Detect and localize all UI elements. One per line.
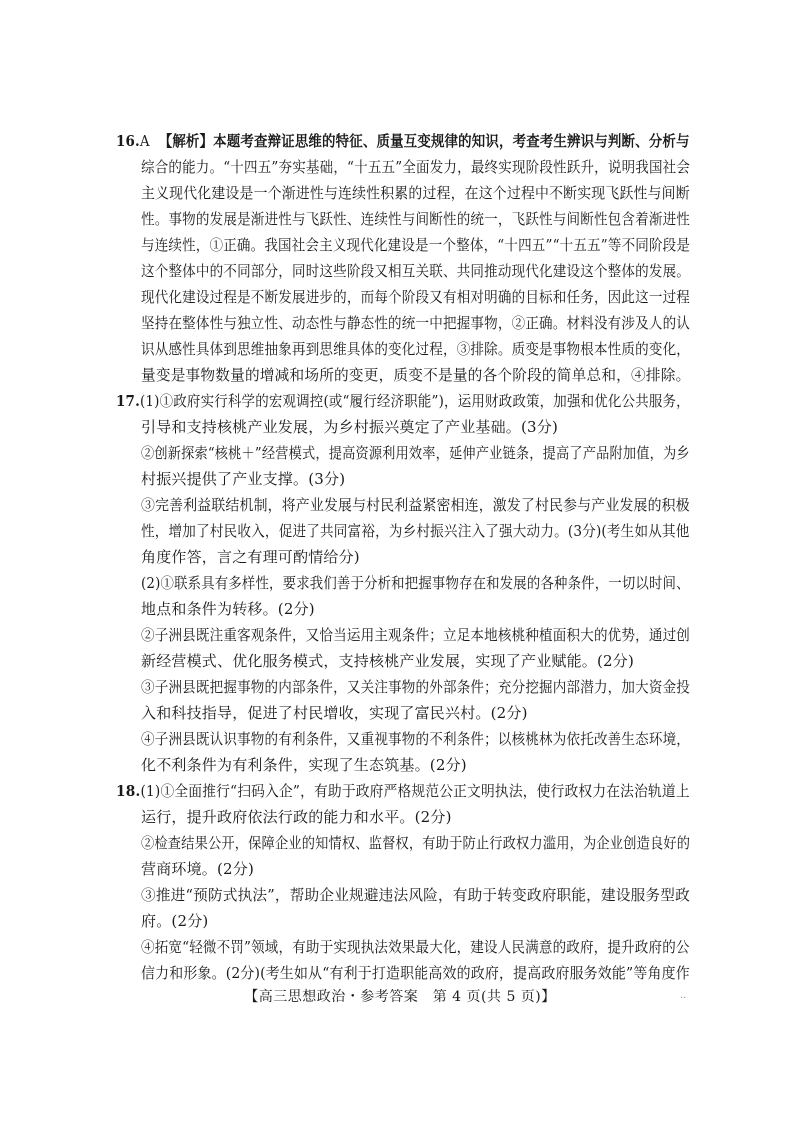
q16-line: 主义现代化建设是一个渐进性与连续性积累的过程，在这个过程中不断实现飞跃性与间断 xyxy=(141,184,690,202)
q16-line: 综合的能力。“十四五”夯实基础，“十五五”全面发力，最终实现阶段性跃升，说明我国社会 xyxy=(141,158,691,176)
q17-line: ③完善利益联结机制，将产业发展与村民利益紧密相连，激发了村民参与产业发展的积极 xyxy=(141,496,690,514)
q18-line: 信力和形象。(2分)(考生如从“有利于打造职能高效的政府，提高政府服务效能”等角度作 xyxy=(141,964,690,982)
q18-line: ②检查结果公开，保障企业的知情权、监督权，有助于防止行政权力滥用，为企业创造良好的 xyxy=(141,834,691,852)
q17-line: 新经营模式、优化服务模式，支持核桃产业发展，实现了产业赋能。(2分) xyxy=(141,652,635,670)
corner-mark: .. xyxy=(680,990,687,1001)
q18-text: (1)①全面推行“扫码入企”，有助于政府严格规范公正文明执法，使行政权力在法治轨道上 xyxy=(140,782,690,800)
question-number: 17. xyxy=(116,392,140,410)
q17-line: ④子洲县既认识事物的有利条件，又重视事物的不利条件；以核桃林为依托改善生态环境， xyxy=(141,730,691,748)
q16-line: 现代化建设过程是不断发展进步的，而每个阶段又有相对明确的目标和任务，因此这一过程 xyxy=(141,288,691,306)
q16-line: 这个整体中的不同部分，同时这些阶段又相互关联、共同推动现代化建设这个整体的发展。 xyxy=(141,262,691,280)
q18-line: 运行，提升政府依法行政的能力和水平。(2分) xyxy=(141,808,452,826)
q18-line: ④拓宽“轻微不罚”领域，有助于实现执法效果最大化，建设人民满意的政府，提升政府的公 xyxy=(141,938,690,956)
analysis-heading: 【解析】本题考查辩证思维的特征、质量互变规律的知识，考查考生辨识与判断、分析与 xyxy=(158,132,690,150)
q17-line: 村振兴提供了产业支撑。(3分) xyxy=(141,470,346,488)
q17-line: 引导和支持核桃产业发展，为乡村振兴奠定了产业基础。(3分) xyxy=(141,418,559,436)
question-number: 16. xyxy=(116,132,140,150)
q17-text: (1)①政府实行科学的宏观调控(或“履行经济职能”)，运用财政政策，加强和优化公共服务， xyxy=(139,392,690,410)
q17-first-line xyxy=(116,391,690,411)
q16-heading-line xyxy=(116,131,690,151)
q16-line: 识从感性具体到思维抽象再到思维具体的变化过程，③排除。质变是事物根本性质的变化， xyxy=(141,340,691,358)
q16-line: 量变是事物数量的增减和场所的变更，质变不是量的各个阶段的简单总和，④排除。 xyxy=(141,366,691,384)
q17-line: 入和科技指导，促进了村民增收，实现了富民兴村。(2分) xyxy=(141,704,528,722)
q18-line: 营商环境。(2分) xyxy=(141,860,255,878)
q16-line: 性。事物的发展是渐进性与飞跃性、连续性与间断性的统一，飞跃性与间断性包含着渐进性 xyxy=(141,210,691,228)
q17-line: 地点和条件为转移。(2分) xyxy=(141,600,315,618)
q18-line: 府。(2分) xyxy=(141,912,209,930)
answer-letter: A xyxy=(139,132,150,150)
q17-line: (2)①联系具有多样性，要求我们善于分析和把握事物存在和发展的各种条件，一切以时间、 xyxy=(141,574,690,592)
q17-line: ③子洲县既把握事物的内部条件，又关注事物的外部条件；充分挖掘内部潜力，加大资金投 xyxy=(141,678,691,696)
q16-line: 坚持在整体性与独立性、动态性与静态性的统一中把握事物，②正确。材料没有涉及人的认 xyxy=(141,314,691,332)
q17-line: 性，增加了村民收入，促进了共同富裕，为乡村振兴注入了强大动力。(3分)(考生如从其他 xyxy=(141,522,690,540)
q18-line: ③推进“预防式执法”，帮助企业规避违法风险，有助于转变政府职能，建设服务型政 xyxy=(141,886,690,904)
q16-line: 与连续性，①正确。我国社会主义现代化建设是一个整体，“十四五”“十五五”等不同阶段是 xyxy=(141,236,691,254)
question-number: 18. xyxy=(116,782,141,800)
q17-line: ②子洲县既注重客观条件，又恰当运用主观条件；立足本地核桃种植面积大的优势，通过创 xyxy=(141,626,691,644)
q17-line: ②创新探索“核桃＋”经营模式，提高资源利用效率，延伸产业链条，提高了产品附加值，为乡 xyxy=(141,444,690,462)
page-footer: 【高三思想政治・参考答案 第 4 页(共 5 页)】 xyxy=(244,989,556,1005)
q17-line: 角度作答，言之有理可酌情给分) xyxy=(141,548,360,566)
q18-first-line xyxy=(116,781,690,801)
q17-line: 化不利条件为有利条件，实现了生态筑基。(2分) xyxy=(141,756,467,774)
